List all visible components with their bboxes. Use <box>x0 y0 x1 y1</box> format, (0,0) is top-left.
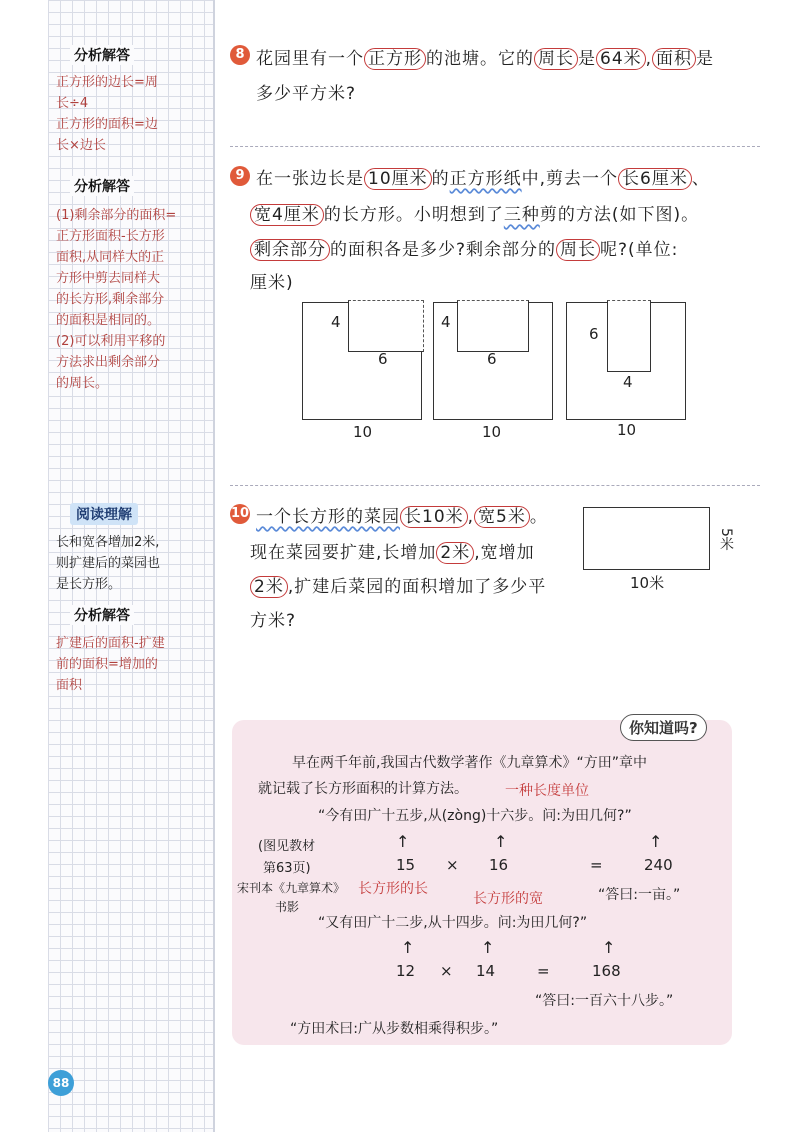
value-15: 15 <box>396 856 416 874</box>
question-10-line-2: 现在菜园要扩建,长增加 2米 ,宽增加 <box>250 543 535 563</box>
know-paragraph-line-2: 就记载了长方形面积的计算方法。 <box>258 781 468 797</box>
question-9-line-3: 剩余部分 的面积各是多少?剩余部分的 周长 呢?(单位: <box>250 235 678 260</box>
margin-heading-1: 分析解答 <box>70 45 134 65</box>
question-8-number: 8 <box>230 45 250 65</box>
value-168: 168 <box>592 962 621 980</box>
diagram-1-height-label: 4 <box>331 313 341 331</box>
question-8-line-2: 多少平方米? <box>256 84 357 104</box>
garden-length-label: 10米 <box>630 574 665 592</box>
value-240: 240 <box>644 856 673 874</box>
answer-1: “答曰:一亩。” <box>598 887 681 903</box>
arrow-up-icon: ↑ <box>481 938 495 957</box>
diagram-3-cutout <box>607 300 651 372</box>
value-14: 14 <box>476 962 496 980</box>
question-10-line-3: 2米 ,扩建后菜园的面积增加了多少平 <box>250 572 546 597</box>
diagram-3-width-label: 4 <box>623 373 633 391</box>
times-sign-1: × <box>446 856 459 874</box>
question-10-line-1: 一个长方形的菜园 长10米 , 宽5米 。 <box>256 507 548 527</box>
diagram-2-cutout <box>457 300 529 352</box>
margin-note-3: 长和宽各增加2米, 则扩建后的菜园也 是长方形。 <box>56 535 161 592</box>
arrow-up-icon: ↑ <box>649 832 663 851</box>
diagram-2-height-label: 4 <box>441 313 451 331</box>
margin-heading-3: 分析解答 <box>70 605 134 625</box>
value-16: 16 <box>489 856 509 874</box>
value-12: 12 <box>396 962 416 980</box>
margin-heading-2: 分析解答 <box>70 176 134 196</box>
question-9-line-1: 在一张边长是 10厘米 的正方形纸中,剪去一个 长6厘米 、 <box>256 169 710 189</box>
garden-rectangle <box>583 507 710 570</box>
ancient-sentence-2: “又有田广十二步,从十四步。问:为田几何?” <box>318 915 588 931</box>
equals-sign-2: = <box>537 962 550 980</box>
diagram-1-side-label: 10 <box>353 423 373 441</box>
equals-sign-1: = <box>590 856 603 874</box>
diagram-3-height-label: 6 <box>589 325 599 343</box>
margin-note-4: 扩建后的面积-扩建 前的面积=增加的 面积 <box>56 636 165 693</box>
arrow-up-icon: ↑ <box>396 832 410 851</box>
arrow-up-icon: ↑ <box>602 938 616 957</box>
margin-note-2: (1)剩余部分的面积= 正方形面积-长方形 面积,从同样大的正 方形中剪去同样大 的长方形,剩余部分 的面积是相同的。 (2)可以利用平移的 方法求出剩余部分 的周长。 <box>56 208 177 391</box>
label-rectangle-width: 长方形的宽 <box>473 891 543 907</box>
annotation-length-unit: 一种长度单位 <box>505 783 589 799</box>
label-rectangle-length: 长方形的长 <box>358 881 428 897</box>
ancient-sentence-1: “今有田广十五步,从(zòng)十六步。问:为田几何?” <box>318 808 632 824</box>
caption-line-1: (图见教材 <box>258 839 316 854</box>
arrow-up-icon: ↑ <box>401 938 415 957</box>
caption-line-3: 宋刊本《九章算术》 <box>237 881 346 895</box>
diagram-3-side-label: 10 <box>617 421 637 439</box>
page-number: 88 <box>48 1070 74 1096</box>
question-8-line-1: 花园里有一个 正方形 的池塘。它的 周长 是 64米 , 面积 是 <box>256 49 715 69</box>
garden-width-label: 5米 <box>718 528 734 551</box>
question-9-line-4: 厘米) <box>250 273 294 293</box>
caption-line-4: 书影 <box>275 900 300 914</box>
ancient-rule: “方田术曰:广从步数相乘得积步。” <box>290 1021 499 1037</box>
times-sign-2: × <box>440 962 453 980</box>
did-you-know-title: 你知道吗? <box>620 714 707 741</box>
caption-line-2: 第63页) <box>263 861 311 876</box>
question-10-number: 10 <box>230 504 250 524</box>
diagram-2-side-label: 10 <box>482 423 502 441</box>
diagram-2-width-label: 6 <box>487 350 497 368</box>
diagram-1-cutout <box>348 300 424 352</box>
divider-1 <box>230 146 760 147</box>
question-9-line-2: 宽4厘米 的长方形。小明想到了三种剪的方法(如下图)。 <box>250 200 699 225</box>
diagram-1-width-label: 6 <box>378 350 388 368</box>
answer-2: “答曰:一百六十八步。” <box>535 993 674 1009</box>
know-paragraph-line-1: 早在两千年前,我国古代数学著作《九章算术》“方田”章中 <box>292 755 647 771</box>
margin-note-1: 正方形的边长=周 长÷4 正方形的面积=边 长×边长 <box>56 75 158 153</box>
question-9-number: 9 <box>230 166 250 186</box>
reading-tag: 阅读理解 <box>70 503 138 525</box>
question-10-line-4: 方米? <box>250 611 297 631</box>
arrow-up-icon: ↑ <box>494 832 508 851</box>
divider-2 <box>230 485 760 486</box>
